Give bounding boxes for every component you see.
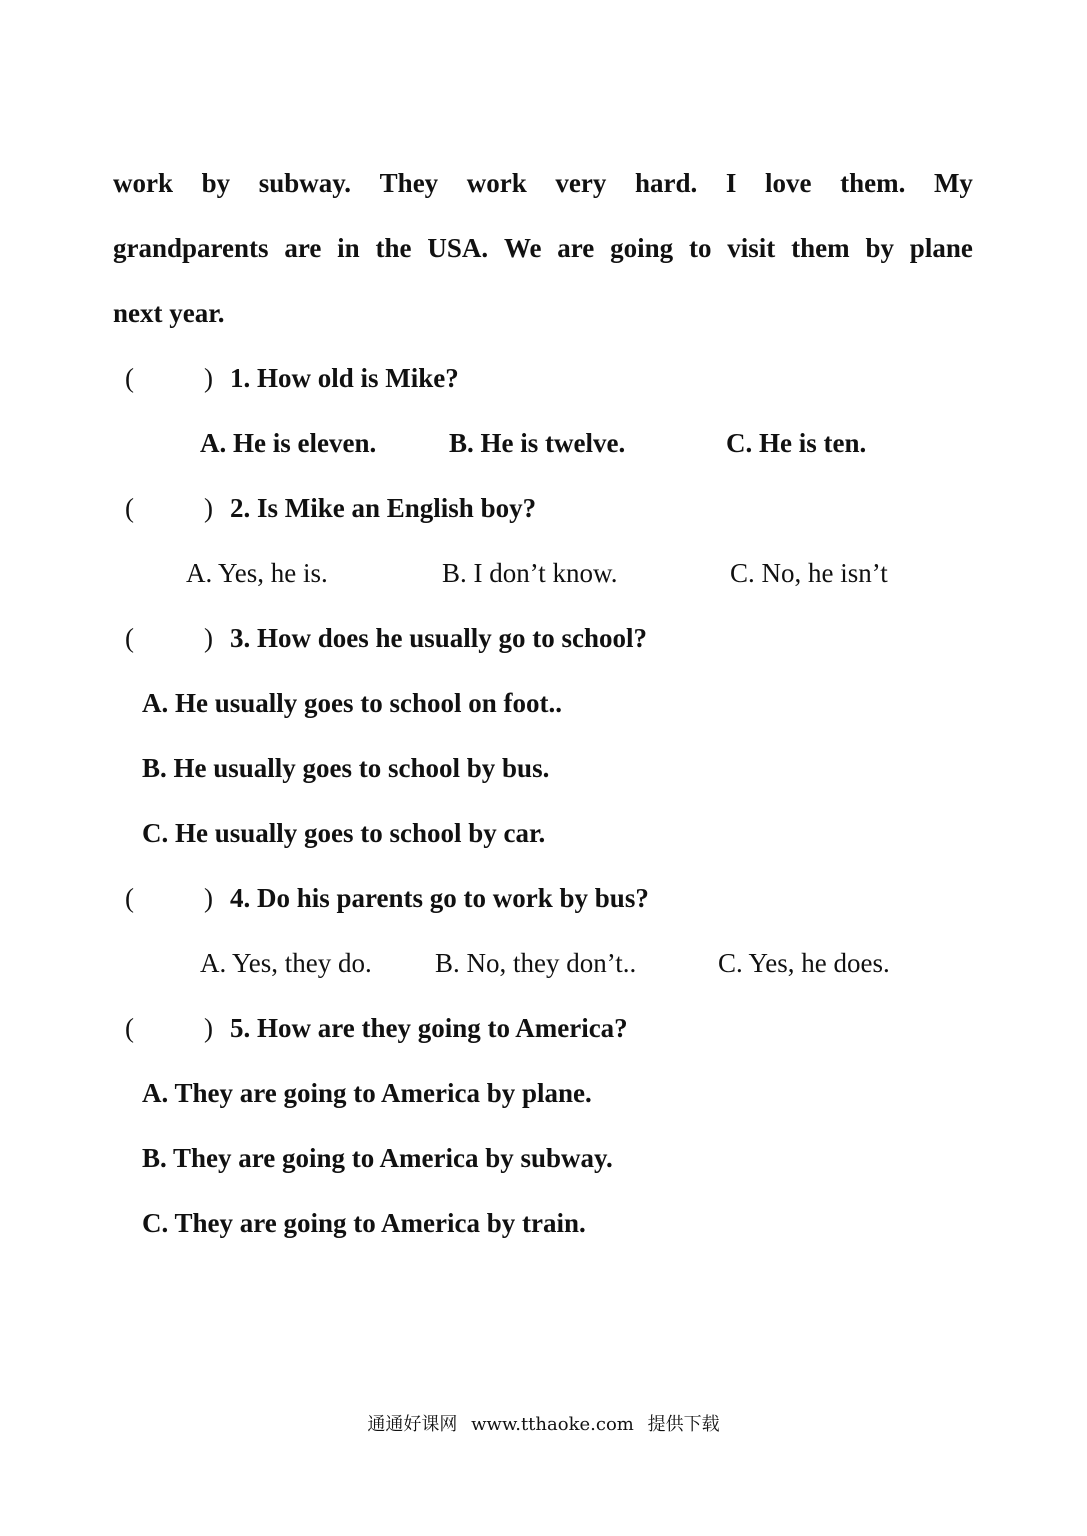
word: grandparents: [113, 233, 269, 263]
word: We: [503, 233, 542, 263]
answer-paren-open: (: [125, 493, 134, 523]
passage-line-2: [113, 235, 973, 262]
footer-site-name: 通通好课网: [367, 1414, 458, 1435]
word: are: [284, 233, 322, 263]
word: visit: [727, 233, 776, 263]
word: very: [555, 168, 607, 198]
passage-line-1: [113, 170, 973, 197]
word: They: [379, 168, 439, 198]
word: in: [337, 233, 360, 263]
word: USA.: [427, 233, 489, 263]
word: to: [688, 233, 712, 263]
option-a: A. They are going to America by plane.: [142, 1078, 592, 1108]
option-c: C. Yes, he does.: [718, 948, 890, 978]
question-text: 4. Do his parents go to work by bus?: [230, 883, 649, 913]
word: love: [765, 168, 812, 198]
word: subway.: [258, 168, 352, 198]
answer-paren-open: (: [125, 883, 134, 913]
option-c: C. He usually goes to school by car.: [142, 818, 546, 848]
option-b: B. I don’t know.: [442, 558, 618, 588]
option-c: C. He is ten.: [726, 428, 867, 458]
word: by: [865, 233, 894, 263]
option-a: A. Yes, he is.: [186, 558, 328, 588]
word: My: [933, 168, 973, 198]
word: work: [466, 168, 527, 198]
word: plane: [909, 233, 973, 263]
answer-paren-close: ): [204, 883, 213, 913]
option-b: B. They are going to America by subway.: [142, 1143, 613, 1173]
question-text: 5. How are they going to America?: [230, 1013, 628, 1043]
word: the: [375, 233, 412, 263]
question-text: 1. How old is Mike?: [230, 363, 459, 393]
footer-url[interactable]: www.tthaoke.com: [471, 1414, 634, 1435]
answer-paren-open: (: [125, 363, 134, 393]
word: I: [725, 168, 737, 198]
answer-paren-close: ): [204, 363, 213, 393]
word: work: [113, 168, 173, 198]
option-b: B. He is twelve.: [449, 428, 626, 458]
answer-paren-close: ): [204, 1013, 213, 1043]
option-b: B. No, they don’t..: [435, 948, 637, 978]
word: by: [201, 168, 231, 198]
option-c: C. No, he isn’t: [730, 558, 888, 588]
answer-paren-open: (: [125, 1013, 134, 1043]
passage-line-3: next year.: [113, 298, 225, 328]
word: hard.: [634, 168, 698, 198]
word: them: [791, 233, 850, 263]
question-text: 2. Is Mike an English boy?: [230, 493, 537, 523]
word: them.: [840, 168, 906, 198]
option-b: B. He usually goes to school by bus.: [142, 753, 550, 783]
word: are: [557, 233, 595, 263]
answer-paren-close: ): [204, 623, 213, 653]
word: going: [610, 233, 674, 263]
answer-paren-close: ): [204, 493, 213, 523]
footer-suffix: 提供下载: [647, 1414, 720, 1435]
answer-paren-open: (: [125, 623, 134, 653]
option-c: C. They are going to America by train.: [142, 1208, 586, 1238]
option-a: A. Yes, they do.: [200, 948, 372, 978]
question-text: 3. How does he usually go to school?: [230, 623, 648, 653]
option-a: A. He usually goes to school on foot..: [142, 688, 563, 718]
option-a: A. He is eleven.: [200, 428, 377, 458]
page-footer: [0, 1410, 1087, 1436]
